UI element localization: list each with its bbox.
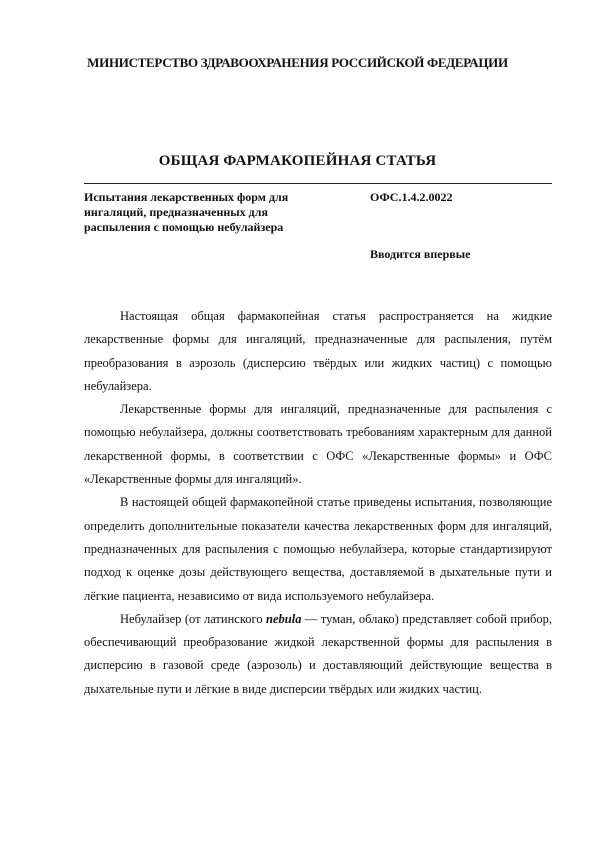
- paragraph-2: Лекарственные формы для ингаляций, предназначенные для распыления с помощью небулайзера, должны соответствовать требованиям характерным для данной лекарственной формы, в соответствии с ОФС «Лекарственные формы» и ОФС «Лекарственные формы для ингаляций».: [84, 402, 552, 487]
- paragraph-4-end: — туман, облако) представляет собой прибор, обеспечивающий преобразование жидкой лекарственной формы для распыления в дисперсию в газовой среде (аэрозоль) и доставляющий действующие вещества в дыхательные пути и лёгкие в виде дисперсии твёрдых или жидких частиц.: [84, 611, 552, 696]
- body-text: [84, 305, 552, 701]
- paragraph-4: [84, 608, 552, 701]
- ministry-heading: МИНИСТЕРСТВО ЗДРАВООХРАНЕНИЯ РОССИЙСКОЙ ФЕДЕРАЦИИ: [87, 55, 508, 70]
- article-code: ОФС.1.4.2.0022: [370, 190, 453, 204]
- article-test-name: Испытания лекарственных форм для ингаляций, предназначенных для распыления с помощью небулайзера: [84, 190, 289, 234]
- document-type-title: ОБЩАЯ ФАРМАКОПЕЙНАЯ СТАТЬЯ: [158, 153, 437, 169]
- latin-term: nebula: [266, 611, 302, 626]
- paragraph-3: В настоящей общей фармакопейной статье приведены испытания, позволяющие определить дополнительные показатели качества лекарственных форм для ингаляций, предназначенных для распыления с помощью небулайзера, которые стандартизируют подход к оценке дозы действующего вещества, доставляемой в дыхательные пути и лёгкие пациента, независимо от вида используемого небулайзера.: [84, 495, 552, 603]
- introduced-note: Вводится впервые: [370, 247, 471, 261]
- paragraph-1: Настоящая общая фармакопейная статья распространяется на жидкие лекарственные формы для ингаляций, предназначенные для распыления, путём преобразования в аэрозоль (дисперсию твёрдых или жидких частиц) с помощью небулайзера.: [84, 309, 552, 393]
- header-divider: [84, 183, 552, 184]
- paragraph-4-start: Небулайзер (от латинского: [120, 611, 267, 626]
